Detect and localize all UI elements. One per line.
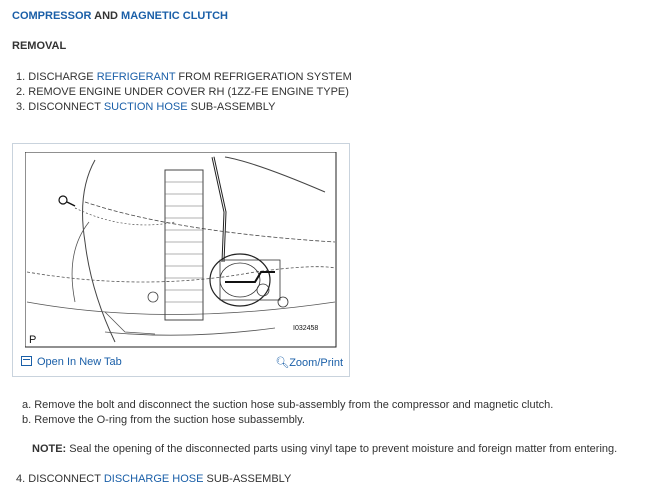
zoom-icon: 🔍︎ — [275, 357, 290, 369]
step-1: 1. DISCHARGE REFRIGERANT FROM REFRIGERATION SYSTEM — [16, 71, 352, 83]
compressor-link[interactable]: COMPRESSOR — [12, 10, 92, 22]
step-4: 4. DISCONNECT DISCHARGE HOSE SUB-ASSEMBLY — [16, 473, 292, 485]
step-2: 2. REMOVE ENGINE UNDER COVER RH (1ZZ-FE ENGINE TYPE) — [16, 86, 349, 98]
magnetic-clutch-link[interactable]: MAGNETIC CLUTCH — [121, 10, 228, 22]
open-new-tab-button[interactable]: Open In New Tab — [21, 356, 122, 368]
discharge-hose-link[interactable]: DISCHARGE HOSE — [103, 473, 204, 485]
steps-list — [16, 70, 352, 115]
suction-hose-link[interactable]: SUCTION HOSE — [103, 101, 188, 113]
compressor-diagram[interactable] — [25, 152, 337, 348]
substep-b: b. Remove the O-ring from the suction hose subassembly. — [22, 414, 305, 426]
substeps-list — [22, 398, 553, 428]
note-label: NOTE: — [32, 443, 67, 455]
figure-panel — [12, 143, 350, 377]
figure-corner-label: P — [29, 334, 37, 346]
open-tab-icon — [21, 356, 32, 366]
note — [32, 443, 617, 455]
refrigerant-link[interactable]: REFRIGERANT — [96, 71, 176, 83]
figure-code: I032458 — [293, 325, 319, 332]
zoom-print-button[interactable]: 🔍︎Zoom/Print — [275, 357, 343, 369]
substep-a: a. Remove the bolt and disconnect the suction hose sub-assembly from the compressor and magnetic clutch. — [22, 399, 554, 411]
note-text: Seal the opening of the disconnected parts using vinyl tape to prevent moisture and foreign matter from entering. — [69, 443, 618, 455]
step-3: 3. DISCONNECT SUCTION HOSE SUB-ASSEMBLY — [16, 101, 276, 113]
page-title — [12, 10, 228, 22]
title-and: AND — [94, 10, 118, 22]
section-heading: REMOVAL — [12, 40, 67, 52]
figure-toolbar — [13, 352, 349, 376]
